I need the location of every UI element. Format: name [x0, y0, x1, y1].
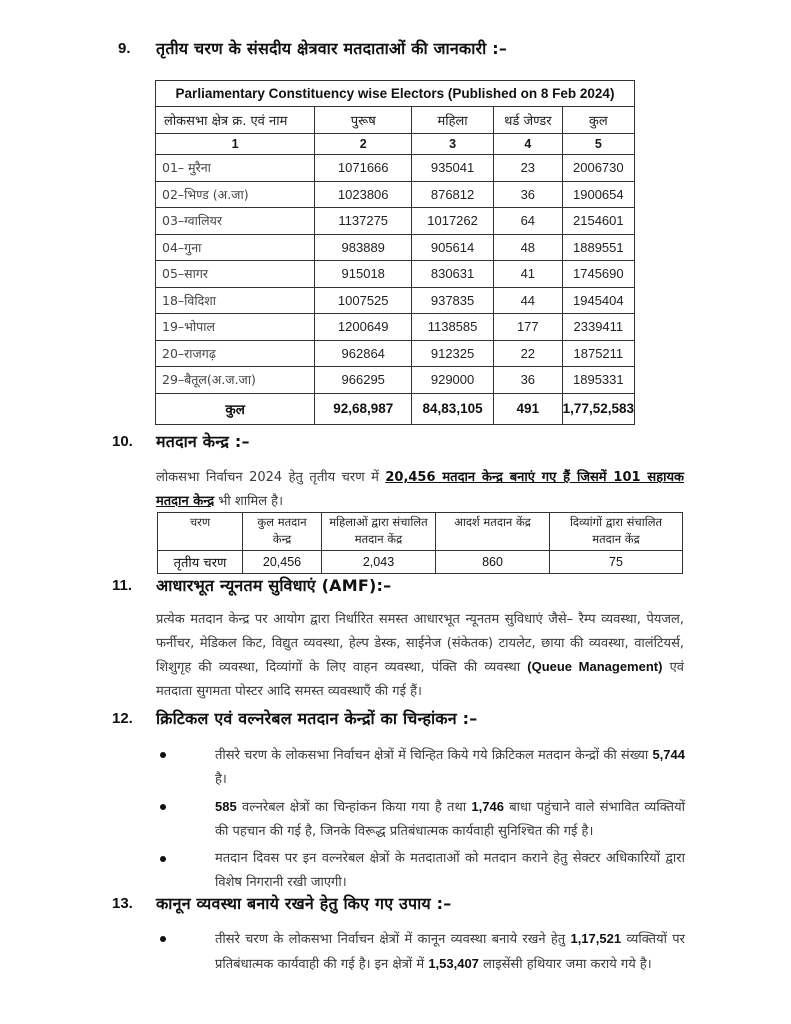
third-gender-count: 41 — [493, 261, 562, 288]
total-count: 1875211 — [562, 340, 634, 367]
constituency-name: 02–भिण्ड (अ.जा) — [156, 181, 315, 208]
table-row — [156, 208, 635, 235]
table-row — [156, 340, 635, 367]
pwd-managed-value: 75 — [550, 551, 683, 574]
table-row — [156, 314, 635, 341]
header-female: महिला — [412, 107, 494, 134]
male-total: 92,68,987 — [315, 393, 412, 424]
male-count: 962864 — [315, 340, 412, 367]
female-total: 84,83,105 — [412, 393, 494, 424]
female-count: 876812 — [412, 181, 494, 208]
male-count: 1071666 — [315, 155, 412, 182]
list-item — [215, 927, 685, 976]
header-total: कुल — [562, 107, 634, 134]
header-pwd-managed: दिव्यांगों द्वारा संचालित मतदान केंद्र — [550, 513, 683, 551]
col-index: 2 — [315, 134, 412, 155]
bullet-text: तीसरे चरण के लोकसभा निर्वाचन क्षेत्रों में चिन्हित किये गये क्रिटिकल मतदान केन्द्रों की संख्या — [215, 748, 653, 763]
section-10-title: मतदान केन्द्र :– — [156, 432, 250, 451]
amf-text-end: एवं मतदाता सुगमता पोस्टर आदि समस्त व्यवस्थाएँ की गई हैं। — [156, 660, 684, 699]
preventive-action-count: 1,17,521 — [570, 931, 622, 946]
table-row — [158, 551, 683, 574]
third-gender-count: 48 — [493, 234, 562, 261]
header-model-stations: आदर्श मतदान केंद्र — [436, 513, 550, 551]
section-12-number: 12. — [112, 710, 133, 727]
electors-table-column-index — [156, 134, 635, 155]
amf-text: प्रत्येक मतदान केन्द्र पर आयोग द्वारा निर्धारित समस्त आधारभूत न्यूनतम सुविधाएं जैसे– रैम्प व्यवस्था, पेयजल, फर्नीचर, मेडिकल किट, विद्युत व्यवस्था, हेल्प डेस्क, साईनेज (संकेतक) टायलेट, छाया की व्यवस्था, वालंटियर्स, शिशुगृह की व्यवस्था, दिव्यांगों के लिए वाहन व्यवस्था, पंक्ति की व्यवस्था — [156, 612, 684, 675]
female-count: 1138585 — [412, 314, 494, 341]
electors-table — [155, 80, 635, 425]
section-9-number: 9. — [118, 40, 131, 57]
list-item — [215, 743, 685, 791]
phase-value: तृतीय चरण — [158, 551, 243, 574]
bullet-icon — [160, 804, 166, 810]
bullet-text: लाइसेंसी हथियार जमा कराये गये है। — [478, 956, 652, 972]
bullet-icon — [160, 752, 166, 758]
header-third-gender: थर्ड जेण्डर — [493, 107, 562, 134]
table-total-row — [156, 393, 635, 424]
section-9-title: तृतीय चरण के संसदीय क्षेत्रवार मतदाताओं की जानकारी :– — [156, 39, 508, 58]
polling-station-text: लोकसभा निर्वाचन 2024 हेतु तृतीय चरण में — [156, 470, 386, 485]
section-12-title: क्रिटिकल एवं वल्नरेबल मतदान केन्द्रों का चिन्हांकन :– — [156, 709, 478, 728]
section-11-paragraph — [156, 608, 684, 703]
section-13-number: 13. — [112, 895, 133, 912]
female-count: 830631 — [412, 261, 494, 288]
grand-total: 1,77,52,583 — [562, 393, 634, 424]
male-count: 1023806 — [315, 181, 412, 208]
male-count: 1200649 — [315, 314, 412, 341]
male-count: 1007525 — [315, 287, 412, 314]
constituency-name: 29–बैतूल(अ.ज.जा) — [156, 367, 315, 394]
total-count: 2006730 — [562, 155, 634, 182]
troublemaker-count: 1,746 — [471, 799, 504, 814]
total-count: 1889551 — [562, 234, 634, 261]
female-count: 935041 — [412, 155, 494, 182]
third-gender-count: 177 — [493, 314, 562, 341]
bullet-text: मतदान दिवस पर इन वल्नरेबल क्षेत्रों के मतदाताओं को मतदान कराने हेतु सेक्टर अधिकारियों द्वारा विशेष निगरानी रखी जाएगी। — [215, 851, 685, 890]
header-male: पुरूष — [315, 107, 412, 134]
polling-stations-header — [158, 513, 683, 551]
constituency-name: 03–ग्वालियर — [156, 208, 315, 235]
section-11-number: 11. — [112, 577, 133, 594]
section-13-title: कानून व्यवस्था बनाये रखने हेतु किए गए उपाय :– — [156, 894, 452, 913]
header-constituency: लोकसभा क्षेत्र क्र. एवं नाम — [156, 107, 315, 134]
female-count: 1017262 — [412, 208, 494, 235]
third-gender-count: 36 — [493, 181, 562, 208]
constituency-name: 18–विदिशा — [156, 287, 315, 314]
female-count: 929000 — [412, 367, 494, 394]
bullet-icon — [160, 936, 166, 942]
vulnerable-count: 585 — [215, 799, 237, 814]
header-women-managed: महिलाओं द्वारा संचालित मतदान केंद्र — [322, 513, 436, 551]
bullet-text: व्यक्तियों पर प्रतिबंधात्मक कार्यवाही की गई है। इन क्षेत्रों में — [215, 932, 685, 972]
third-gender-count: 64 — [493, 208, 562, 235]
col-index: 1 — [156, 134, 315, 155]
constituency-name: 20–राजगढ़ — [156, 340, 315, 367]
third-gender-count: 23 — [493, 155, 562, 182]
list-item — [215, 795, 685, 843]
list-item — [215, 847, 685, 894]
electors-table-caption: Parliamentary Constituency wise Electors (Published on 8 Feb 2024) — [156, 81, 635, 107]
table-row — [156, 234, 635, 261]
header-total-stations: कुल मतदान केन्द्र — [243, 513, 322, 551]
polling-station-highlight: 20,456 मतदान केन्द्र बनाएं गए हैं जिसमें 101 सहायक मतदान केन्द्र — [156, 470, 684, 509]
constituency-name: 05–सागर — [156, 261, 315, 288]
female-count: 912325 — [412, 340, 494, 367]
total-count: 2339411 — [562, 314, 634, 341]
table-row — [156, 181, 635, 208]
male-count: 983889 — [315, 234, 412, 261]
bullet-icon — [160, 856, 166, 862]
female-count: 937835 — [412, 287, 494, 314]
bullet-text: बाधा पहुंचाने वाले संभावित व्यक्तियों की पहचान की गई है, जिनके विरूद्ध प्रतिबंधात्मक कार्यवाही सुनिश्चित की गई है। — [215, 800, 685, 839]
col-index: 4 — [493, 134, 562, 155]
total-count: 1945404 — [562, 287, 634, 314]
electors-table-header — [156, 107, 635, 134]
women-managed-value: 2,043 — [322, 551, 436, 574]
table-row — [156, 155, 635, 182]
constituency-name: 04–गुना — [156, 234, 315, 261]
third-gender-count: 44 — [493, 287, 562, 314]
total-stations-value: 20,456 — [243, 551, 322, 574]
total-count: 1900654 — [562, 181, 634, 208]
section-12-bullets — [215, 743, 685, 898]
table-row — [156, 287, 635, 314]
model-stations-value: 860 — [436, 551, 550, 574]
total-count: 1895331 — [562, 367, 634, 394]
third-gender-count: 22 — [493, 340, 562, 367]
constituency-name: 19–भोपाल — [156, 314, 315, 341]
section-10-paragraph — [156, 466, 684, 513]
col-index: 5 — [562, 134, 634, 155]
table-row — [156, 367, 635, 394]
section-13-bullets — [215, 927, 685, 980]
queue-management-term: (Queue Management) — [527, 659, 663, 674]
third-gender-count: 36 — [493, 367, 562, 394]
bullet-text: है। — [215, 771, 227, 787]
polling-stations-table — [157, 512, 683, 574]
licensed-weapons-count: 1,53,407 — [428, 955, 479, 971]
section-11-title: आधारभूत न्यूनतम सुविधाएं (AMF):– — [156, 576, 392, 595]
section-10-number: 10. — [112, 433, 133, 450]
constituency-name: 01– मुरैना — [156, 155, 315, 182]
bullet-text: वल्नरेबल क्षेत्रों का चिन्हांकन किया गया है तथा — [236, 800, 472, 815]
header-phase: चरण — [158, 513, 243, 551]
female-count: 905614 — [412, 234, 494, 261]
third-gender-total: 491 — [493, 393, 562, 424]
table-row — [156, 261, 635, 288]
male-count: 915018 — [315, 261, 412, 288]
male-count: 1137275 — [315, 208, 412, 235]
total-label: कुल — [156, 393, 315, 424]
bullet-text: तीसरे चरण के लोकसभा निर्वाचन क्षेत्रों में कानून व्यवस्था बनाये रखने हेतु — [215, 932, 571, 947]
total-count: 1745690 — [562, 261, 634, 288]
polling-station-text-end: भी शामिल है। — [214, 493, 284, 509]
total-count: 2154601 — [562, 208, 634, 235]
critical-count: 5,744 — [652, 747, 685, 762]
male-count: 966295 — [315, 367, 412, 394]
col-index: 3 — [412, 134, 494, 155]
